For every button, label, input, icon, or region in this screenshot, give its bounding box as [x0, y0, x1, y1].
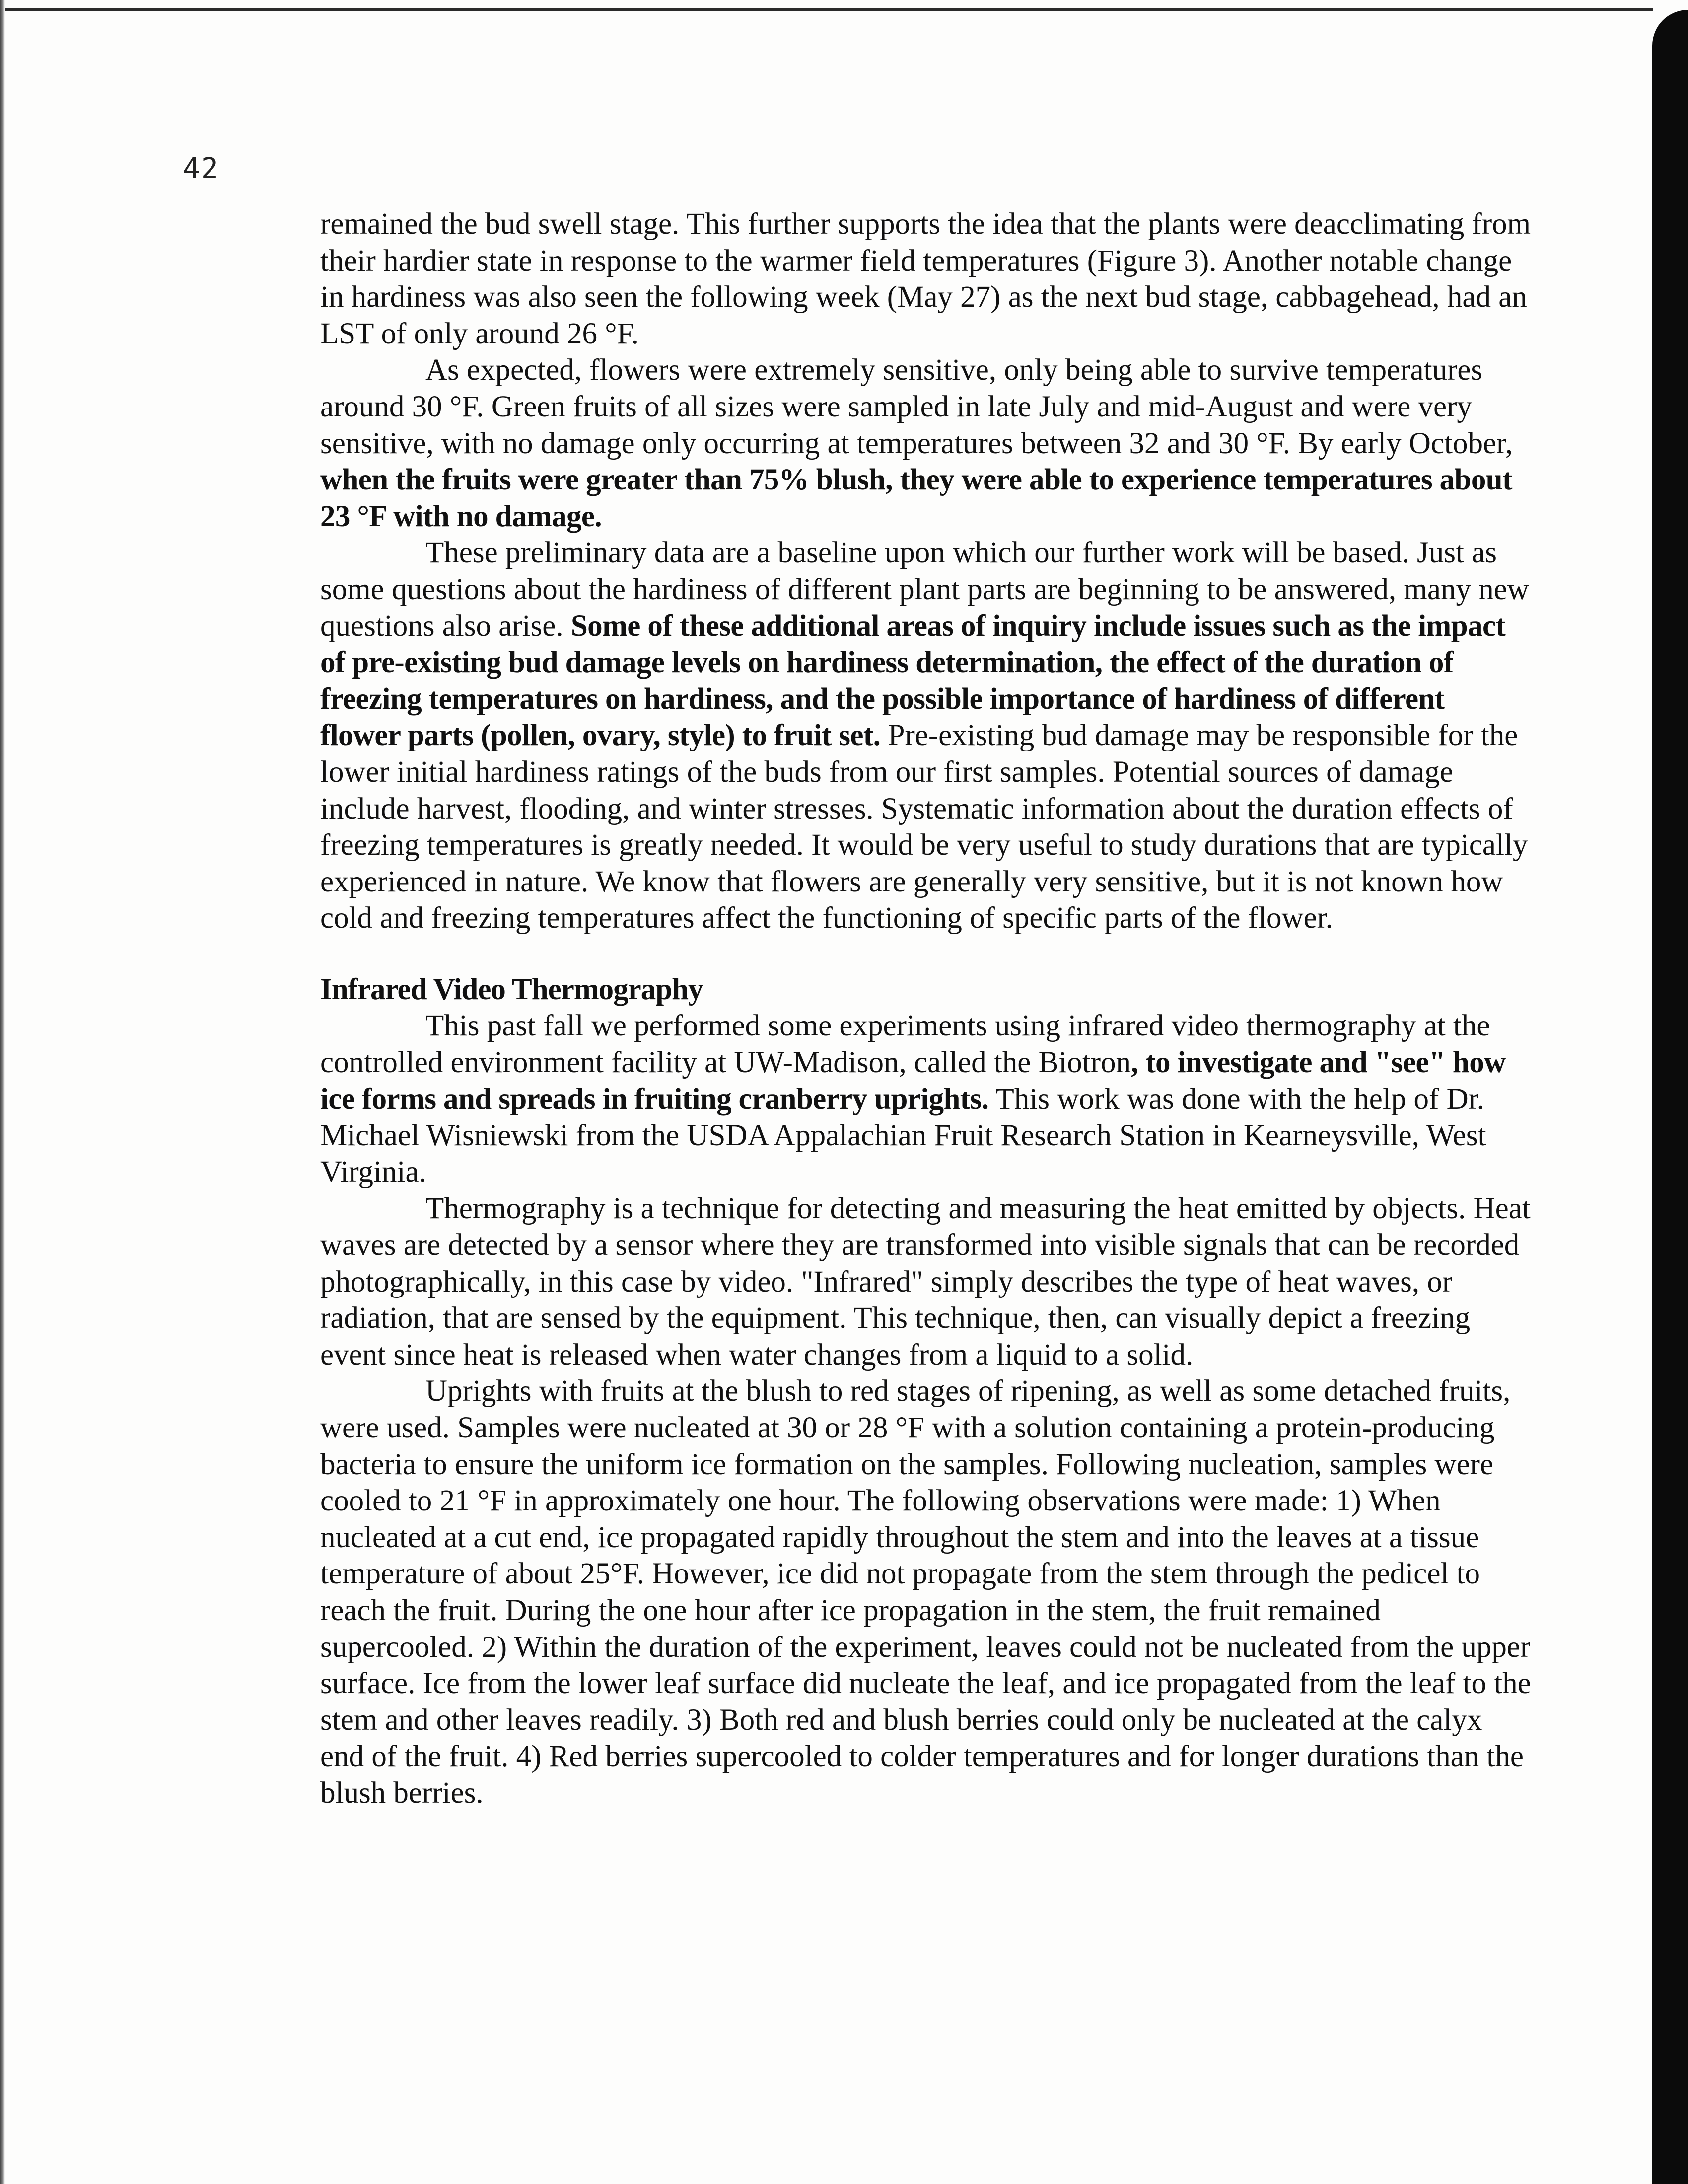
bold-text-run: Some of these additional areas of inquiry include issues such as the impact of pre-existing bud damage levels on hardiness determination, the effect of the duration of freezing temperatures on hardiness, and the possible importance of hardiness of different flower parts (pollen, ovary, style) to fruit set. — [320, 609, 1506, 752]
paragraph — [320, 1190, 1532, 1373]
paragraph — [320, 1008, 1532, 1190]
document-body — [320, 206, 1532, 1812]
scan-edge-right — [1652, 10, 1688, 2184]
text-run: Uprights with fruits at the blush to red stages of ripening, as well as some detached fruits, were used. Samples were nucleated at 30 or 28 °F with a solution containing a protein-producing bacteria to ensure the uniform ice formation on the samples. Following nucleation, samples were cooled to 21 °F in approximately one hour. The following observations were made: 1) When nucleated at a cut end, ice propagated rapidly throughout the stem and into the leaves at a tissue temperature of about 25°F. However, ice did not propagate from the stem through the pedicel to reach the fruit. During the one hour after ice propagation in the stem, the fruit remained supercooled. 2) Within the duration of the experiment, leaves could not be nucleated from the upper surface. Ice from the lower leaf surface did nucleate the leaf, and ice propagated from the leaf to the stem and other leaves readily. 3) Both red and blush berries could only be nucleated at the calyx end of the fruit. 4) Red berries supercooled to colder temperatures and for longer durations than the blush berries. — [320, 1374, 1531, 1810]
text-run: As expected, flowers were extremely sensitive, only being able to survive temperatures around 30 °F. Green fruits of all sizes were sampled in late July and mid-August and were very sensitive, with no damage only occurring at temperatures between 32 and 30 °F. By early October, — [320, 353, 1513, 460]
paragraph — [320, 206, 1532, 352]
text-run: remained the bud swell stage. This further supports the idea that the plants were deacclimating from their hardier state in response to the warmer field temperatures (Figure 3). Another notable change in hardiness was also seen the following week (May 27) as the next bud stage, cabbagehead, had an LST of only around 26 °F. — [320, 207, 1531, 350]
text-run: This work was done with the help of Dr. Michael Wisniewski from the USDA Appalachian Fruit Research Station in Kearneysville, West Virginia. — [320, 1082, 1486, 1189]
page-number: 42 — [183, 151, 219, 185]
text-run: Pre-existing bud damage may be responsible for the lower initial hardiness ratings of the buds from our first samples. Potential sources of damage include harvest, flooding, and winter stresses. Systematic information about the duration effects of freezing temperatures is greatly needed. It would be very useful to study durations that are typically experienced in nature. We know that flowers are generally very sensitive, but it is not known how cold and freezing temperatures affect the functioning of specific parts of the flower. — [320, 719, 1528, 935]
paragraph — [320, 352, 1532, 535]
scan-edge-top — [0, 0, 1653, 11]
section-heading: Infrared Video Thermography — [320, 972, 703, 1006]
scan-edge-left — [0, 0, 5, 2184]
text-run: This past fall we performed some experiments using infrared video thermography at the controlled environment facility at UW-Madison, called the Biotron — [320, 1009, 1490, 1080]
bold-text-run: when the fruits were greater than 75% blush, they were able to experience temperatures about 23 °F with no damage. — [320, 463, 1512, 533]
paragraph — [320, 535, 1532, 937]
bold-text-run: , to investigate and "see" how ice forms and spreads in fruiting cranberry uprights. — [320, 1046, 1506, 1116]
text-run: Thermography is a technique for detecting and measuring the heat emitted by objects. Heat waves are detected by a sensor where they are transformed into visible signals that can be recorded photographically, in this case by video. "Infrared" simply describes the type of heat waves, or radiation, that are sensed by the equipment. This technique, then, can visually depict a freezing event since heat is released when water changes from a liquid to a solid. — [320, 1192, 1531, 1371]
text-run: These preliminary data are a baseline upon which our further work will be based. Just as some questions about the hardiness of different plant parts are beginning to be answered, many new questions also arise. — [320, 536, 1529, 643]
paragraph — [320, 1373, 1532, 1811]
